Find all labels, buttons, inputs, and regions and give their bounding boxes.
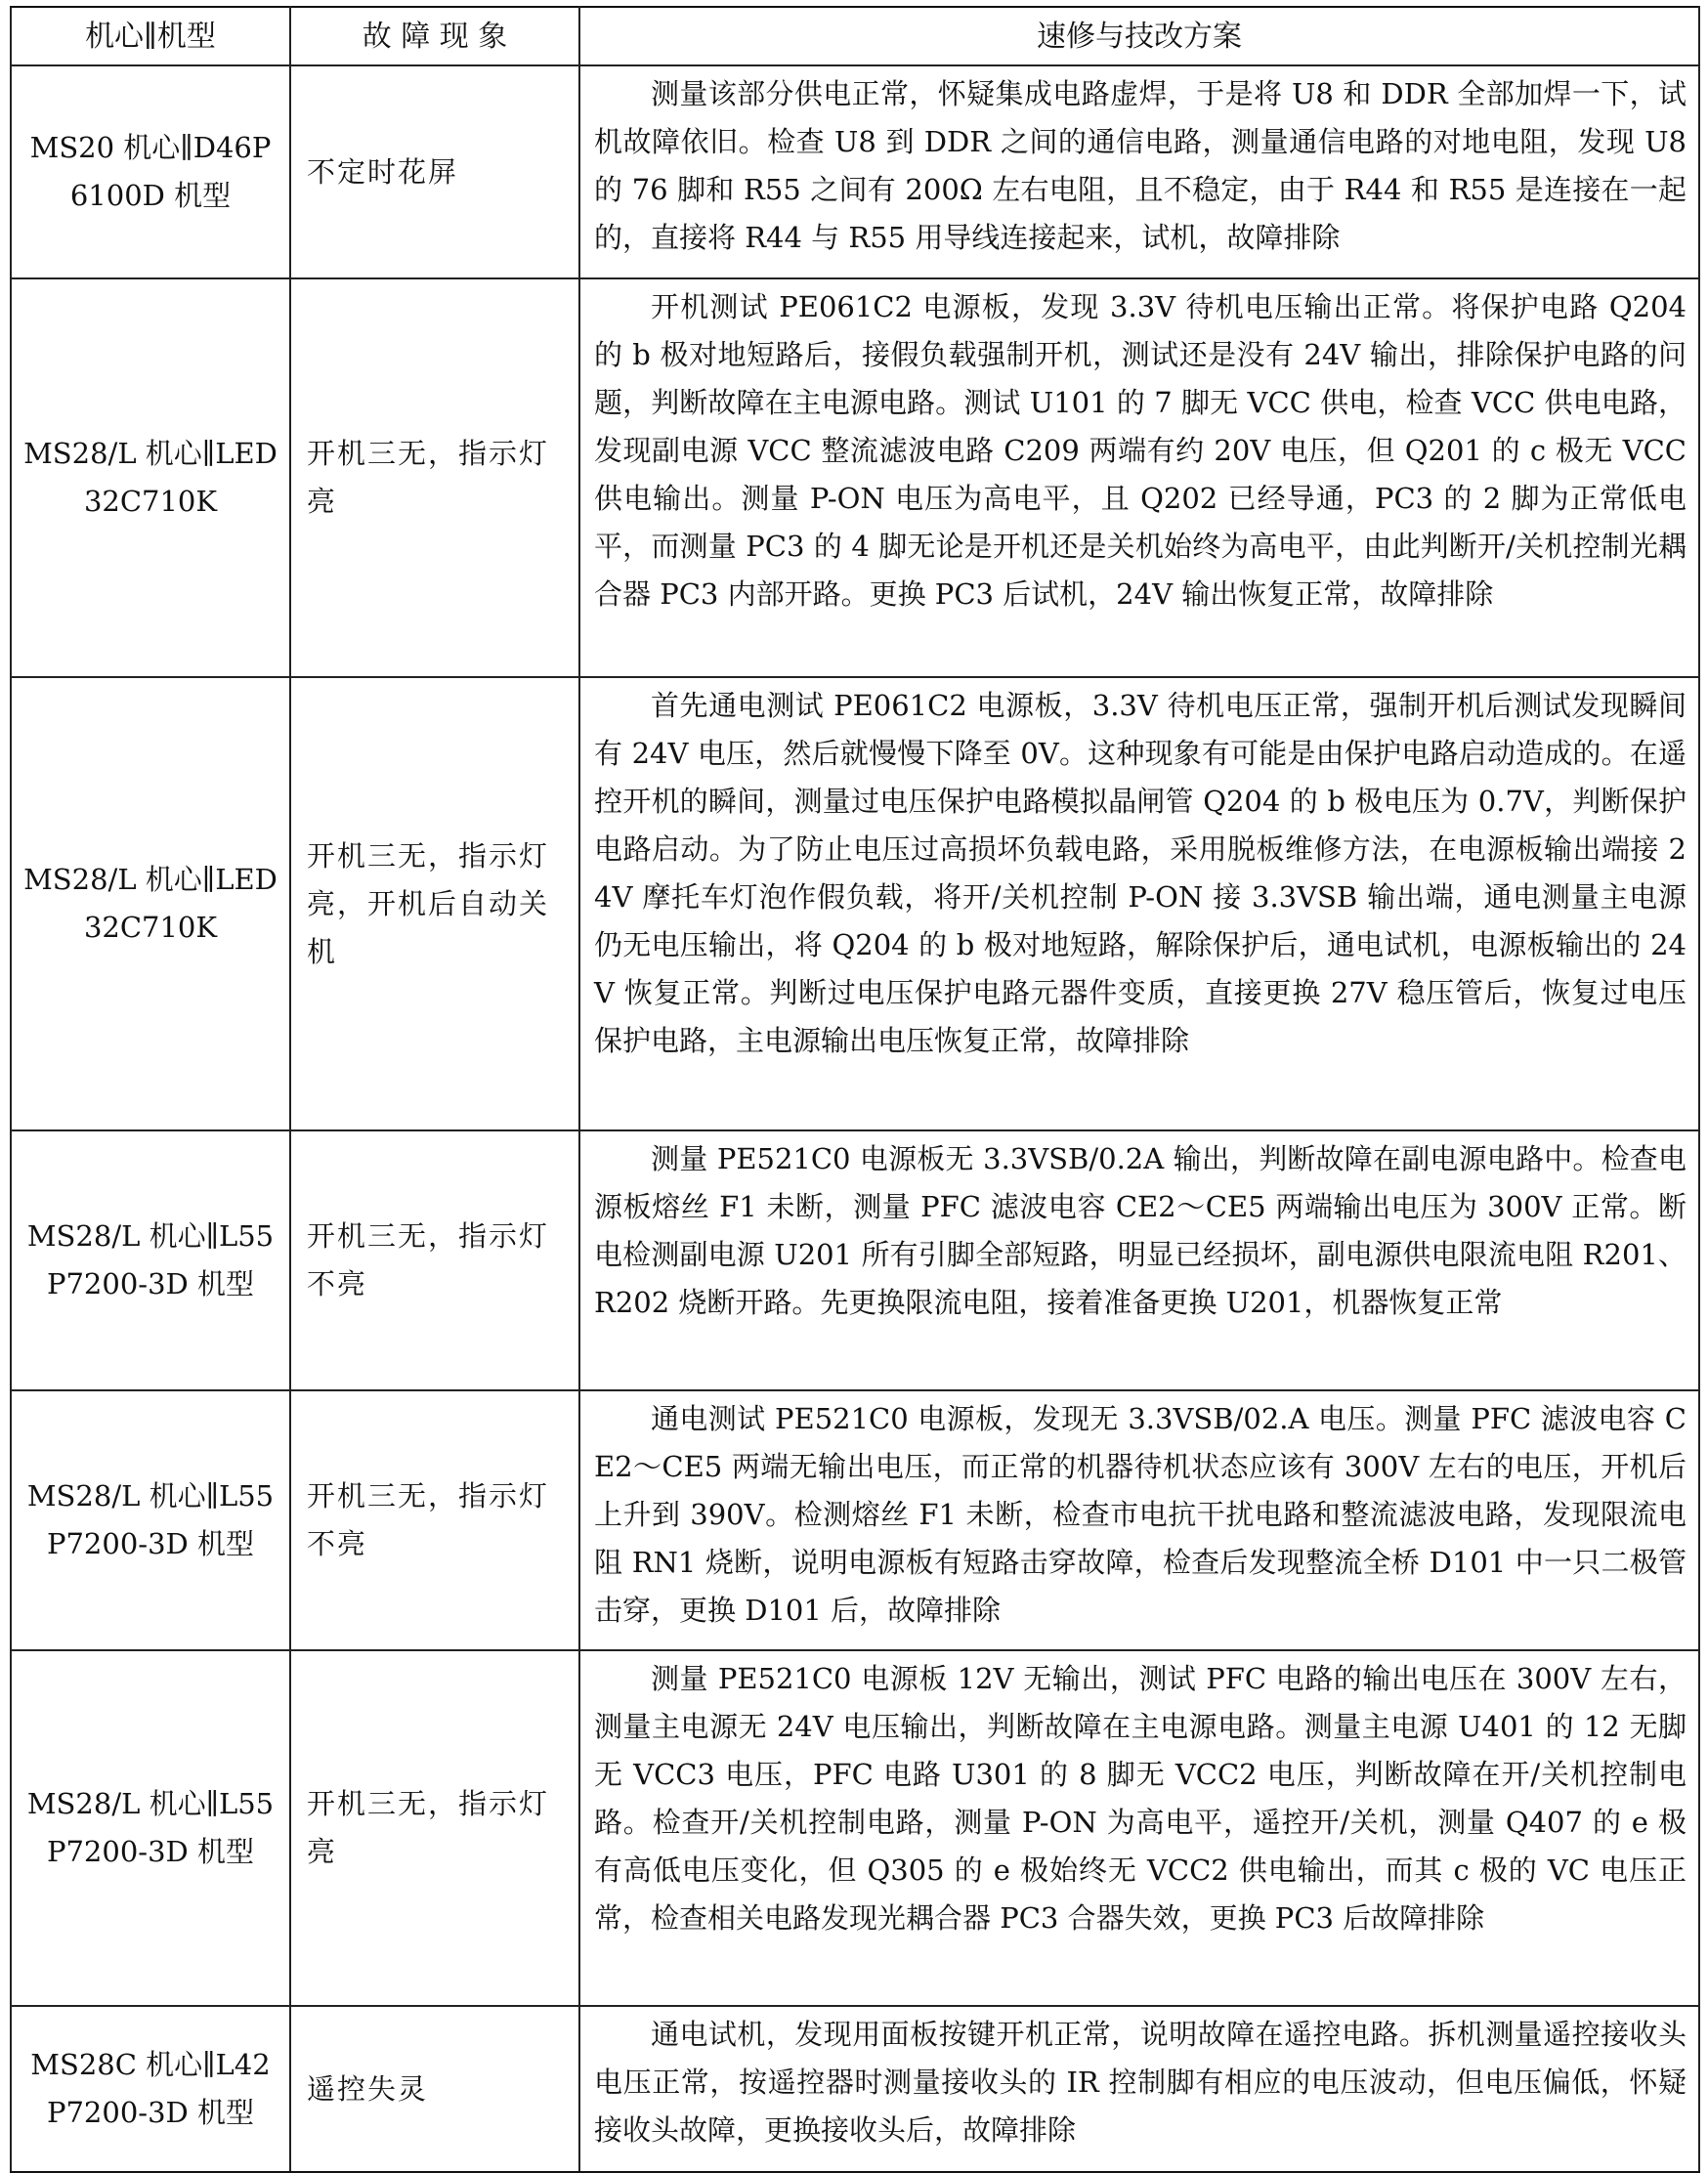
row-solution: 通电试机，发现用面板按键开机正常，说明故障在遥控电路。拆机测量遥控接收头电压正常，按遥控器时测量接收头的 IR 控制脚有相应的电压波动，但电压偏低，怀疑接收头故障，更换接收头后，故障排除 — [579, 2006, 1699, 2172]
row-symptom: 开机三无，指示灯亮 — [290, 278, 579, 677]
row-solution: 开机测试 PE061C2 电源板，发现 3.3V 待机电压输出正常。将保护电路 Q204 的 b 极对地短路后，接假负载强制开机，测试还是没有 24V 输出，排除保护电路的问题，判断故障在主电源电路。测试 U101 的 7 脚无 VCC 供电，检查 VCC 供电电路，发现副电源 VCC 整流滤波电路 C209 两端有约 20V 电压，但 Q201 的 c 极无 VCC 供电输出。测量 P-ON 电压为高电平，且 Q202 已经导通，PC3 的 2 脚为正常低电平，而测量 PC3 的 4 脚无论是开机还是关机始终为高电平，由此判断开/关机控制光耦合器 PC3 内部开路。更换 PC3 后试机，24V 输出恢复正常，故障排除 — [579, 278, 1699, 677]
row-model: MS28/L 机心∥L55P7200-3D 机型 — [11, 1650, 290, 2006]
table-row — [11, 1650, 1699, 2006]
row-model: MS28/L 机心∥LED32C710K — [11, 278, 290, 677]
row-solution: 测量 PE521C0 电源板无 3.3VSB/0.2A 输出，判断故障在副电源电路中。检查电源板熔丝 F1 未断，测量 PFC 滤波电容 CE2～CE5 两端输出电压为 300V 正常。断电检测副电源 U201 所有引脚全部短路，明显已经损坏，副电源供电限流电阻 R201、R202 烧断开路。先更换限流电阻，接着准备更换 U201，机器恢复正常 — [579, 1130, 1699, 1390]
row-symptom: 开机三无，指示灯亮 — [290, 1650, 579, 2006]
row-symptom: 不定时花屏 — [290, 65, 579, 278]
row-symptom: 开机三无，指示灯不亮 — [290, 1130, 579, 1390]
row-model: MS28/L 机心∥L55P7200-3D 机型 — [11, 1390, 290, 1650]
table-row — [11, 65, 1699, 278]
row-symptom: 遥控失灵 — [290, 2006, 579, 2172]
row-model: MS28/L 机心∥L55P7200-3D 机型 — [11, 1130, 290, 1390]
header-symptom: 故 障 现 象 — [290, 7, 579, 65]
row-solution: 测量该部分供电正常，怀疑集成电路虚焊，于是将 U8 和 DDR 全部加焊一下，试机故障依旧。检查 U8 到 DDR 之间的通信电路，测量通信电路的对地电阻，发现 U8 的 76 脚和 R55 之间有 200Ω 左右电阻，且不稳定，由于 R44 和 R55 是连接在一起的，直接将 R44 与 R55 用导线连接起来，试机，故障排除 — [579, 65, 1699, 278]
row-solution: 首先通电测试 PE061C2 电源板，3.3V 待机电压正常，强制开机后测试发现瞬间有 24V 电压，然后就慢慢下降至 0V。这种现象有可能是由保护电路启动造成的。在遥控开机的瞬间，测量过电压保护电路模拟晶闸管 Q204 的 b 极电压为 0.7V，判断保护电路启动。为了防止电压过高损坏负载电路，采用脱板维修方法，在电源板输出端接 24V 摩托车灯泡作假负载，将开/关机控制 P-ON 接 3.3VSB 输出端，通电测量主电源仍无电压输出，将 Q204 的 b 极对地短路，解除保护后，通电试机，电源板输出的 24V 恢复正常。判断过电压保护电路元器件变质，直接更换 27V 稳压管后，恢复过电压保护电路，主电源输出电压恢复正常，故障排除 — [579, 677, 1699, 1130]
table-row — [11, 677, 1699, 1130]
header-row — [11, 7, 1699, 65]
row-symptom: 开机三无，指示灯亮，开机后自动关机 — [290, 677, 579, 1130]
row-model: MS20 机心∥D46P6100D 机型 — [11, 65, 290, 278]
repair-table — [10, 6, 1700, 2173]
row-model: MS28/L 机心∥LED32C710K — [11, 677, 290, 1130]
table-row — [11, 1390, 1699, 1650]
table-row — [11, 278, 1699, 677]
table-row — [11, 2006, 1699, 2172]
row-solution: 测量 PE521C0 电源板 12V 无输出，测试 PFC 电路的输出电压在 300V 左右，测量主电源无 24V 电压输出，判断故障在主电源电路。测量主电源 U401 的 12 无脚无 VCC3 电压，PFC 电路 U301 的 8 脚无 VCC2 电压，判断故障在开/关机控制电路。检查开/关机控制电路，测量 P-ON 为高电平，遥控开/关机，测量 Q407 的 e 极有高低电压变化，但 Q305 的 e 极始终无 VCC2 供电输出，而其 c 极的 VC 电压正常，检查相关电路发现光耦合器 PC3 合器失效，更换 PC3 后故障排除 — [579, 1650, 1699, 2006]
table-body — [11, 65, 1699, 2172]
table-row — [11, 1130, 1699, 1390]
row-symptom: 开机三无，指示灯不亮 — [290, 1390, 579, 1650]
row-solution: 通电测试 PE521C0 电源板，发现无 3.3VSB/02.A 电压。测量 PFC 滤波电容 CE2～CE5 两端无输出电压，而正常的机器待机状态应该有 300V 左右的电压，开机后上升到 390V。检测熔丝 F1 未断，检查市电抗干扰电路和整流滤波电路，发现限流电阻 RN1 烧断，说明电源板有短路击穿故障，检查后发现整流全桥 D101 中一只二极管击穿，更换 D101 后，故障排除 — [579, 1390, 1699, 1650]
row-model: MS28C 机心∥L42P7200-3D 机型 — [11, 2006, 290, 2172]
table-header — [11, 7, 1699, 65]
header-solution: 速修与技改方案 — [579, 7, 1699, 65]
header-model: 机心∥机型 — [11, 7, 290, 65]
